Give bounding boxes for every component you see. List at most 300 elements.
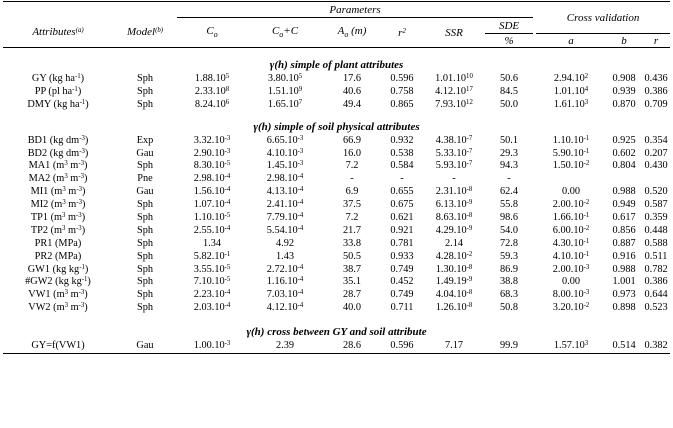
c0c-cell-exponent: 9: [298, 85, 303, 93]
c0-cell-exponent: -1: [224, 250, 231, 258]
cv-a-cell-exponent: -2: [583, 224, 590, 232]
a0-cell: 6.9: [345, 186, 359, 198]
attribute-cell: [3, 276, 113, 289]
sde-unit: %: [485, 34, 533, 48]
c0-cell-exponent: -4: [224, 302, 231, 310]
table-row: [3, 85, 670, 98]
table-row: [3, 73, 670, 86]
c0-cell-value: 1.07.10: [193, 199, 225, 211]
c0c-cell-value: 1.51.10: [267, 85, 299, 97]
model-cell: Exp: [136, 134, 154, 146]
cv-a-cell-value: 8.00.10: [552, 289, 584, 301]
cv-a-cell-exponent: -3: [583, 289, 590, 297]
c0c-cell-exponent: -3: [297, 147, 304, 155]
ssr-cell-exponent: -8: [466, 186, 473, 194]
cv-r-cell: 0.436: [644, 72, 668, 84]
r2-cell: 0.621: [390, 211, 414, 223]
cv-a-cell: [536, 134, 606, 147]
cv-a-cell-value: 2.00.10: [552, 263, 584, 275]
attribute-unit-exponent-2: -3: [78, 302, 85, 310]
sde-cell: 84.5: [500, 85, 519, 97]
c0c-cell-exponent: -3: [297, 160, 304, 168]
c0c-cell-value: 6.65.10: [266, 134, 298, 146]
c0c-cell: [247, 340, 323, 353]
attribute-unit-exponent-2: -3: [78, 289, 85, 297]
c0-cell-exponent: -5: [224, 276, 231, 284]
section-title: γ(h) simple of soil physical attributes: [253, 120, 420, 133]
r2-cell: 0.538: [390, 147, 414, 159]
table-page: [0, 1, 673, 428]
attribute-unit-exponent-2: -3: [78, 173, 84, 181]
cv-a-cell: [536, 186, 606, 199]
ssr-cell-exponent: -2: [466, 250, 473, 258]
ssr-cell-value: 2.14: [444, 237, 464, 249]
attribute-name: GW1 (kg kg: [27, 263, 80, 275]
model-cell: Sph: [136, 276, 154, 288]
c0c-cell: [247, 237, 323, 250]
r2-cell: 0.921: [390, 224, 414, 236]
cv-a-cell-value: 0.00: [562, 276, 581, 288]
cv-r-cell: 0.354: [644, 134, 668, 146]
c0-cell-value: 2.98.10: [193, 173, 225, 185]
ssr-cell: [423, 73, 485, 86]
c0-cell-exponent: 6: [225, 98, 230, 106]
attribute-unit-exponent: 3: [64, 173, 68, 181]
attribute-cell: [3, 85, 113, 98]
table-row: [3, 199, 670, 212]
c0c-cell: [247, 250, 323, 263]
cv-r-cell: 0.588: [644, 237, 668, 249]
attribute-unit-exponent: -1: [79, 98, 86, 106]
cv-a-cell-exponent: -1: [583, 147, 590, 155]
c0-cell: [177, 212, 247, 225]
a0-cell: 16.0: [342, 147, 362, 159]
c0c-cell-exponent: -4: [297, 224, 304, 232]
attribute-unit-tail: m: [65, 199, 77, 211]
attribute-name: MA1 (m: [28, 160, 65, 172]
attribute-unit-exponent: 3: [64, 289, 69, 297]
cv-b-cell: 0.870: [612, 98, 636, 110]
cv-r-cell: 0.386: [644, 85, 668, 97]
a0-cell: 37.5: [342, 199, 362, 211]
ssr-cell: [423, 85, 485, 98]
attribute-unit-tail-2: ): [81, 211, 86, 223]
cv-a-cell-exponent: -1: [583, 211, 590, 219]
attribute-unit-tail-2: ): [84, 160, 88, 172]
sde-cell: 86.9: [500, 263, 519, 275]
ssr-cell-value: 7.93.10: [435, 98, 467, 110]
c0c-cell-value: 2.98.10: [266, 173, 298, 185]
attribute-unit-exponent: 3: [62, 211, 66, 219]
model-cell: Sph: [136, 237, 154, 249]
ssr-cell-value: 4.38.10: [435, 134, 467, 146]
cv-a-cell-value: 3.20.10: [552, 302, 584, 314]
attribute-name: #GW2 (kg kg: [25, 276, 82, 288]
cv-a-cell-value: 0.00: [562, 186, 581, 198]
section-spacer: [3, 111, 670, 119]
sde-cell: 68.3: [500, 289, 519, 301]
cv-b-cell: 0.925: [612, 134, 636, 146]
a0-cell: 28.6: [323, 340, 381, 353]
c0-cell-value: 1.88.10: [194, 72, 226, 84]
attribute-unit-exponent-2: -3: [76, 224, 82, 232]
c0c-cell-exponent: 5: [298, 72, 303, 80]
cv-a-cell-exponent: -2: [583, 302, 590, 310]
ssr-cell: [423, 147, 485, 160]
c0c-cell-value: 4.12.10: [266, 302, 298, 314]
ssr-header: SSR: [445, 26, 463, 39]
model-cell: Pne: [137, 173, 153, 185]
c0-cell-exponent: -4: [224, 289, 231, 297]
c0-cell-value: 5.82.10: [193, 250, 225, 262]
c0-cell: [177, 85, 247, 98]
a0-cell: 7.2: [345, 211, 359, 223]
r2-cell: 0.596: [381, 340, 423, 353]
c0c-cell: [247, 98, 323, 111]
ssr-cell: [423, 173, 485, 186]
attribute-name: BD2 (kg dm: [27, 147, 80, 159]
c0-cell-exponent: -4: [224, 199, 231, 207]
cv-r-cell: 0.386: [644, 276, 668, 288]
ssr-cell-value: 1.01.10: [435, 72, 467, 84]
attribute-unit-tail: m: [67, 173, 79, 185]
r2-cell: 0.758: [390, 85, 414, 97]
r2-cell: 0.675: [390, 199, 414, 211]
cv-a-cell-value: 2.00.10: [552, 199, 584, 211]
a0-cell: 40.6: [342, 85, 362, 97]
attribute-name: GY (kg ha: [31, 72, 75, 84]
a0-cell: 66.9: [342, 134, 362, 146]
c0c-cell-value: 5.54.10: [266, 224, 298, 236]
c0-cell-value: 8.30.10: [193, 160, 225, 172]
ssr-cell-exponent: -7: [466, 134, 473, 142]
cv-r-cell: 0.709: [644, 98, 668, 110]
cv-r-cell: 0.359: [644, 211, 668, 223]
cv-a-cell-value: 1.50.10: [552, 160, 584, 172]
c0-cell-value: 3.32.10: [193, 134, 225, 146]
c0-cell-exponent: -3: [224, 147, 231, 155]
attribute-cell: [3, 212, 113, 225]
attribute-unit-exponent: -3: [79, 147, 85, 155]
attribute-name: BD1 (kg dm: [27, 134, 80, 146]
ssr-cell-value: 4.04.10: [435, 289, 467, 301]
c0-cell-exponent: -3: [224, 340, 231, 348]
ssr-cell: [423, 289, 485, 302]
attribute-unit-exponent-2: -3: [76, 211, 82, 219]
sde-cell: 50.0: [500, 98, 519, 110]
c0-cell-exponent: -5: [224, 160, 231, 168]
a0-cell: 21.7: [342, 224, 362, 236]
c0c-cell-exponent: -4: [297, 263, 304, 271]
a0-cell: 40.0: [342, 302, 362, 314]
ssr-cell-exponent: -8: [466, 263, 473, 271]
c0-cell-exponent: -4: [224, 173, 231, 181]
c0c-cell-value: 4.92: [275, 237, 295, 249]
table-row: [3, 147, 670, 160]
c0-cell: [177, 173, 247, 186]
cv-a-cell: [536, 173, 606, 186]
sde-cell: 50.8: [500, 302, 519, 314]
c0-cell-exponent: -5: [224, 211, 231, 219]
attribute-unit-exponent: 3: [62, 186, 66, 194]
c0-cell-value: 1.56.10: [193, 186, 225, 198]
model-cell: Sph: [136, 98, 154, 110]
ssr-cell-value: 4.28.10: [435, 250, 467, 262]
ssr-cell-exponent: -8: [466, 211, 473, 219]
model-header: Model$^{(b)}$: [126, 26, 164, 39]
attribute-unit-exponent: -3: [79, 134, 85, 142]
ssr-cell-exponent: -9: [466, 199, 473, 207]
parameters-header: Parameters: [177, 2, 533, 18]
section-spacer: [3, 315, 670, 325]
c0c-cell-exponent: -4: [297, 211, 304, 219]
c0c-cell-exponent: -4: [297, 173, 304, 181]
cv-r-cell: 0.644: [644, 289, 668, 301]
attribute-name: MI1 (m: [30, 186, 63, 198]
attribute-name: PR2 (MPa): [34, 250, 82, 262]
table-row: [3, 250, 670, 263]
c0-cell-value: 2.23.10: [193, 289, 225, 301]
attribute-unit-tail: ): [84, 134, 89, 146]
a0-cell: 33.8: [342, 237, 362, 249]
attribute-unit-exponent: -1: [81, 276, 88, 284]
model-cell: Sph: [136, 85, 154, 97]
sde-cell: 38.8: [500, 276, 519, 288]
sde-cell: 99.9: [485, 340, 533, 353]
cv-r-cell: 0.448: [644, 224, 668, 236]
table-row: [3, 289, 670, 302]
c0c-cell: [247, 85, 323, 98]
cv-a-cell: [536, 289, 606, 302]
c0c-cell-value: 1.65.10: [267, 98, 299, 110]
cv-a-cell: [536, 250, 606, 263]
b-header: b: [606, 34, 642, 48]
table-row: [3, 302, 670, 315]
attribute-cell: [3, 186, 113, 199]
c0-cell-exponent: -5: [224, 263, 231, 271]
attribute-name: PR1 (MPa): [34, 237, 82, 249]
ssr-cell: [423, 98, 485, 111]
cv-a-cell: [536, 237, 606, 250]
c0-cell-exponent: -3: [224, 134, 231, 142]
cv-b-cell: 1.001: [612, 276, 636, 288]
cv-a-cell-value: 4.10.10: [552, 250, 584, 262]
ssr-cell: [423, 263, 485, 276]
attribute-unit-exponent: -1: [72, 85, 78, 93]
ssr-cell: [423, 340, 485, 353]
c0-cell: [177, 134, 247, 147]
cv-a-cell-exponent: -2: [583, 160, 590, 168]
cv-b-cell: 0.916: [612, 250, 636, 262]
c0c-cell-exponent: -3: [297, 134, 304, 142]
ssr-cell: [423, 302, 485, 315]
sde-cell: -: [507, 173, 511, 185]
table-row: [3, 276, 670, 289]
attribute-cell: [3, 289, 113, 302]
cv-b-cell: 0.887: [612, 237, 636, 249]
cv-a-cell-exponent: 3: [584, 340, 589, 348]
attribute-cell: [3, 160, 113, 173]
sde-header: SDE: [485, 18, 533, 34]
r2-cell: 0.932: [390, 134, 414, 146]
cv-b-cell: 0.908: [612, 72, 636, 84]
c0-cell: [177, 224, 247, 237]
c0-cell-exponent: 5: [225, 72, 230, 80]
c0-cell-value: 7.10.10: [193, 276, 225, 288]
cv-b-cell: 0.602: [612, 147, 636, 159]
table-row: [3, 173, 670, 186]
attribute-unit-tail: ): [77, 85, 82, 97]
r2-cell: 0.749: [390, 263, 414, 275]
model-cell: Sph: [136, 199, 154, 211]
attribute-unit-tail-2: ): [84, 289, 88, 301]
cv-a-cell: [536, 340, 606, 353]
c0-cell-exponent: -4: [224, 224, 231, 232]
ssr-cell-value: 7.17: [444, 340, 464, 352]
c0c-cell: [247, 224, 323, 237]
attribute-unit-exponent: 3: [62, 199, 66, 207]
cv-b-cell: 0.988: [612, 186, 636, 198]
section-title-row: [3, 58, 670, 73]
ssr-cell-value: 1.49.19: [435, 276, 467, 288]
ssr-cell-exponent: 12: [466, 98, 473, 106]
cv-b-cell: 0.514: [606, 340, 642, 353]
c0c-cell-value: 4.10.10: [266, 147, 298, 159]
c0c-cell: [247, 289, 323, 302]
ssr-cell: [423, 276, 485, 289]
section-title: γ(h) simple of plant attributes: [269, 59, 404, 71]
cv-r-cell: 0.587: [644, 199, 668, 211]
attribute-unit-exponent: -1: [79, 263, 85, 271]
ssr-cell-value: 5.93.10: [435, 160, 467, 172]
c0c-cell: [247, 199, 323, 212]
table-row: [3, 263, 670, 276]
cv-r-cell: 0.382: [642, 340, 670, 353]
attribute-name: TP1 (m: [30, 211, 63, 223]
c0-cell-exponent: 8: [225, 85, 230, 93]
section-title-row: [3, 325, 670, 340]
attribute-cell: [3, 98, 113, 111]
model-cell: Gau: [136, 186, 154, 198]
attribute-unit-tail: ): [80, 72, 85, 84]
attribute-name: MI2 (m: [30, 199, 63, 211]
cv-a-cell: [536, 302, 606, 315]
cv-r-cell: 0.207: [644, 147, 668, 159]
cv-a-cell-value: 1.01.10: [553, 85, 585, 97]
model-cell: Sph: [136, 263, 154, 275]
table-row: [3, 237, 670, 250]
attribute-unit-tail-2: ): [84, 173, 88, 185]
cv-a-cell: [536, 276, 606, 289]
a0-cell: 28.7: [342, 289, 362, 301]
c0c-header: $C_o+C$: [271, 25, 299, 40]
table-row: [3, 98, 670, 111]
attribute-unit-tail: m: [65, 211, 77, 223]
c0-cell: [177, 186, 247, 199]
c0c-cell-value: 2.72.10: [266, 263, 298, 275]
attribute-unit-exponent-2: -3: [76, 199, 82, 207]
cv-a-cell-exponent: -1: [583, 134, 590, 142]
c0-cell: [177, 276, 247, 289]
r2-cell: 0.865: [390, 98, 414, 110]
c0-cell-value: 1.10.10: [193, 211, 225, 223]
attribute-cell: [3, 173, 113, 186]
r2-cell: 0.711: [390, 302, 414, 314]
attribute-unit-exponent-2: -3: [76, 186, 82, 194]
cv-a-cell: [536, 199, 606, 212]
table-row: [3, 134, 670, 147]
c0-cell-value: 2.90.10: [193, 147, 225, 159]
c0c-cell: [247, 276, 323, 289]
cv-a-cell: [536, 98, 606, 111]
ssr-cell-exponent: -8: [466, 302, 473, 310]
a0-cell: 50.5: [342, 250, 362, 262]
cv-r-cell: 0.520: [644, 186, 668, 198]
ssr-cell-exponent: -7: [466, 160, 473, 168]
sde-cell: 59.3: [500, 250, 519, 262]
geostatistics-table: [3, 1, 670, 354]
c0-cell: [177, 160, 247, 173]
c0-cell: [177, 250, 247, 263]
c0-cell-value: 2.33.10: [194, 85, 226, 97]
ssr-cell-exponent: -7: [466, 147, 473, 155]
cv-a-cell: [536, 263, 606, 276]
ssr-cell-value: 2.31.10: [435, 186, 467, 198]
attribute-unit-tail-2: ): [81, 224, 86, 236]
attribute-unit-tail: ): [84, 263, 89, 275]
cv-a-cell-exponent: 4: [584, 85, 589, 93]
sde-cell: 62.4: [500, 186, 519, 198]
c0-cell: [177, 73, 247, 86]
cv-a-cell-value: 6.00.10: [552, 224, 584, 236]
attribute-unit-tail-2: ): [81, 186, 86, 198]
sde-cell: 72.8: [500, 237, 519, 249]
table-row: [3, 224, 670, 237]
attribute-unit-tail: m: [68, 302, 79, 314]
attribute-unit-exponent: -1: [74, 72, 81, 80]
cv-a-cell: [536, 160, 606, 173]
a0-cell: 17.6: [342, 72, 362, 84]
ssr-cell: [423, 250, 485, 263]
model-cell: Sph: [136, 224, 154, 236]
r2-header: $r^2$: [398, 26, 406, 39]
sde-cell: 50.6: [500, 72, 519, 84]
attribute-name: PP (pl ha: [34, 85, 73, 97]
section-title: γ(h) cross between GY and soil attribute: [246, 326, 427, 339]
c0-cell-value: 3.55.10: [193, 263, 225, 275]
ssr-cell-exponent: -8: [466, 289, 473, 297]
r2-cell: 0.584: [390, 160, 414, 172]
cv-a-cell-exponent: 2: [584, 72, 589, 80]
attribute-unit-tail-2: ): [84, 302, 88, 314]
cv-a-cell: [536, 73, 606, 86]
c0c-cell-exponent: -4: [297, 302, 304, 310]
c0c-cell-value: 2.39: [275, 340, 295, 352]
c0c-cell: [247, 160, 323, 173]
attribute-unit-tail: ): [84, 147, 89, 159]
cv-a-cell: [536, 224, 606, 237]
c0c-cell: [247, 302, 323, 315]
a0-cell: -: [350, 173, 354, 185]
r-header: r: [642, 34, 670, 48]
c0-cell: [177, 199, 247, 212]
cv-a-cell-value: 5.90.10: [552, 147, 584, 159]
c0c-cell-exponent: -4: [297, 276, 304, 284]
ssr-cell-value: -: [452, 173, 456, 185]
ssr-cell-value: 8.63.10: [435, 211, 467, 223]
cv-a-cell: [536, 85, 606, 98]
c0-cell: [177, 237, 247, 250]
